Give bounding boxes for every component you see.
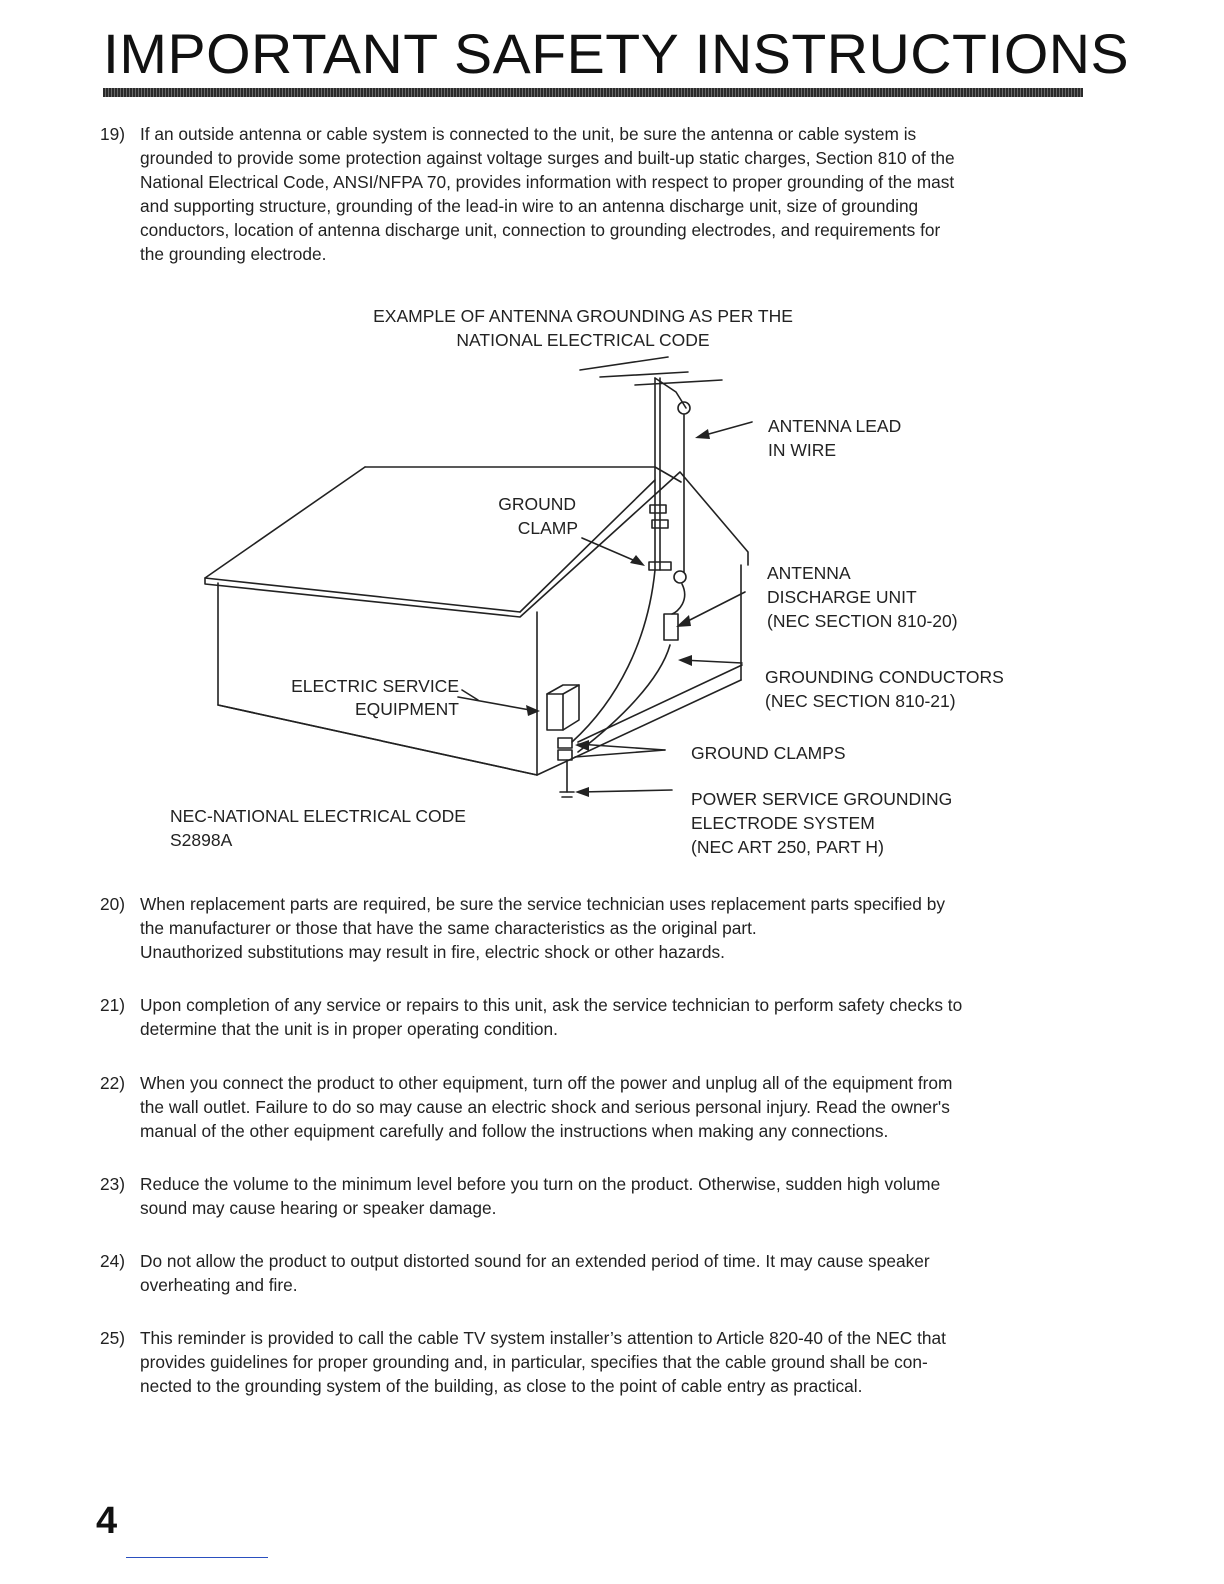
item-line: Upon completion of any service or repairs to this unit, ask the service technician to perform safety checks to <box>140 995 963 1015</box>
item-line: sound may cause hearing or speaker damage. <box>140 1198 497 1218</box>
label-ground-clamp-1: GROUND <box>498 494 576 514</box>
item-line: When replacement parts are required, be sure the service technician uses replacement parts specified by <box>140 894 945 914</box>
nec-legend: NEC-NATIONAL ELECTRICAL CODE <box>170 806 466 826</box>
instruction-item-25 <box>100 1326 1090 1398</box>
instruction-item-24 <box>100 1249 1090 1297</box>
label-discharge-3: (NEC SECTION 810-20) <box>767 611 958 631</box>
label-discharge-2: DISCHARGE UNIT <box>767 587 917 607</box>
item-line: Unauthorized substitutions may result in fire, electric shock or other hazards. <box>140 942 725 962</box>
item-line: conductors, location of antenna discharge unit, connection to grounding electrodes, and requirements for <box>140 220 941 240</box>
leader-lines <box>458 422 752 792</box>
page-title: IMPORTANT SAFETY INSTRUCTIONS <box>103 22 1130 85</box>
footer-divider <box>126 1557 268 1558</box>
item-line: This reminder is provided to call the cable TV system installer’s attention to Article 820-40 of the NEC that <box>140 1328 946 1348</box>
diagram-title-line-1: EXAMPLE OF ANTENNA GROUNDING AS PER THE <box>373 306 793 326</box>
label-ground-clamps: GROUND CLAMPS <box>691 743 846 763</box>
title-rule <box>103 88 1083 97</box>
diagram-title-line-2: NATIONAL ELECTRICAL CODE <box>456 330 710 350</box>
label-discharge-1: ANTENNA <box>767 563 851 583</box>
label-power-service-2: ELECTRODE SYSTEM <box>691 813 875 833</box>
arrowheads <box>526 429 710 797</box>
item-number: 25) <box>100 1328 125 1348</box>
item-number: 20) <box>100 894 125 914</box>
label-antenna-lead-2: IN WIRE <box>768 440 837 460</box>
item-line: the wall outlet. Failure to do so may cause an electric shock and serious personal injury. Read the owner's <box>140 1097 950 1117</box>
item-line: Do not allow the product to output distorted sound for an extended period of time. It may cause speaker <box>140 1251 930 1271</box>
antenna-drawing <box>580 357 722 572</box>
discharge-unit-drawing <box>572 570 686 752</box>
item-line: determine that the unit is in proper operating condition. <box>140 1019 558 1039</box>
item-line: the grounding electrode. <box>140 244 327 264</box>
label-power-service-1: POWER SERVICE GROUNDING <box>691 789 953 809</box>
label-electric-service-2: EQUIPMENT <box>354 699 459 719</box>
instruction-item-19 <box>100 122 1090 266</box>
item-line: When you connect the product to other equipment, turn off the power and unplug all of the equipment from <box>140 1073 953 1093</box>
label-ground-clamp-2: CLAMP <box>517 518 578 538</box>
item-number: 19) <box>100 124 125 144</box>
item-line: If an outside antenna or cable system is connected to the unit, be sure the antenna or cable system is <box>140 124 917 144</box>
label-grounding-conductors-2: (NEC SECTION 810-21) <box>765 691 956 711</box>
figure-code: S2898A <box>170 830 233 850</box>
antenna-grounding-diagram <box>0 290 1224 880</box>
item-line: the manufacturer or those that have the same characteristics as the original part. <box>140 918 757 938</box>
item-line: National Electrical Code, ANSI/NFPA 70, provides information with respect to proper grounding of the mast <box>140 172 955 192</box>
label-power-service-3: (NEC ART 250, PART H) <box>691 837 884 857</box>
instruction-item-20 <box>100 892 1090 964</box>
item-line: manual of the other equipment carefully and follow the instructions when making any connections. <box>140 1121 889 1141</box>
item-line: nected to the grounding system of the building, as close to the point of cable entry as practical. <box>140 1376 863 1396</box>
instruction-item-22 <box>100 1071 1090 1143</box>
item-number: 23) <box>100 1174 125 1194</box>
item-line: Reduce the volume to the minimum level before you turn on the product. Otherwise, sudden high volume <box>140 1174 941 1194</box>
instruction-item-23 <box>100 1172 1090 1220</box>
page-number: 4 <box>96 1500 118 1542</box>
item-line: overheating and fire. <box>140 1275 298 1295</box>
item-number: 21) <box>100 995 125 1015</box>
item-number: 22) <box>100 1073 125 1093</box>
label-grounding-conductors-1: GROUNDING CONDUCTORS <box>765 667 1004 687</box>
label-antenna-lead-1: ANTENNA LEAD <box>768 416 902 436</box>
item-number: 24) <box>100 1251 125 1271</box>
instruction-item-21 <box>100 993 1090 1041</box>
label-electric-service-1: ELECTRIC SERVICE <box>291 676 459 696</box>
item-line: grounded to provide some protection against voltage surges and built-up static charges, Section 810 of the <box>140 148 955 168</box>
item-line: provides guidelines for proper grounding and, in particular, specifies that the cable ground shall be con- <box>140 1352 928 1372</box>
item-line: and supporting structure, grounding of the lead-in wire to an antenna discharge unit, size of grounding <box>140 196 919 216</box>
